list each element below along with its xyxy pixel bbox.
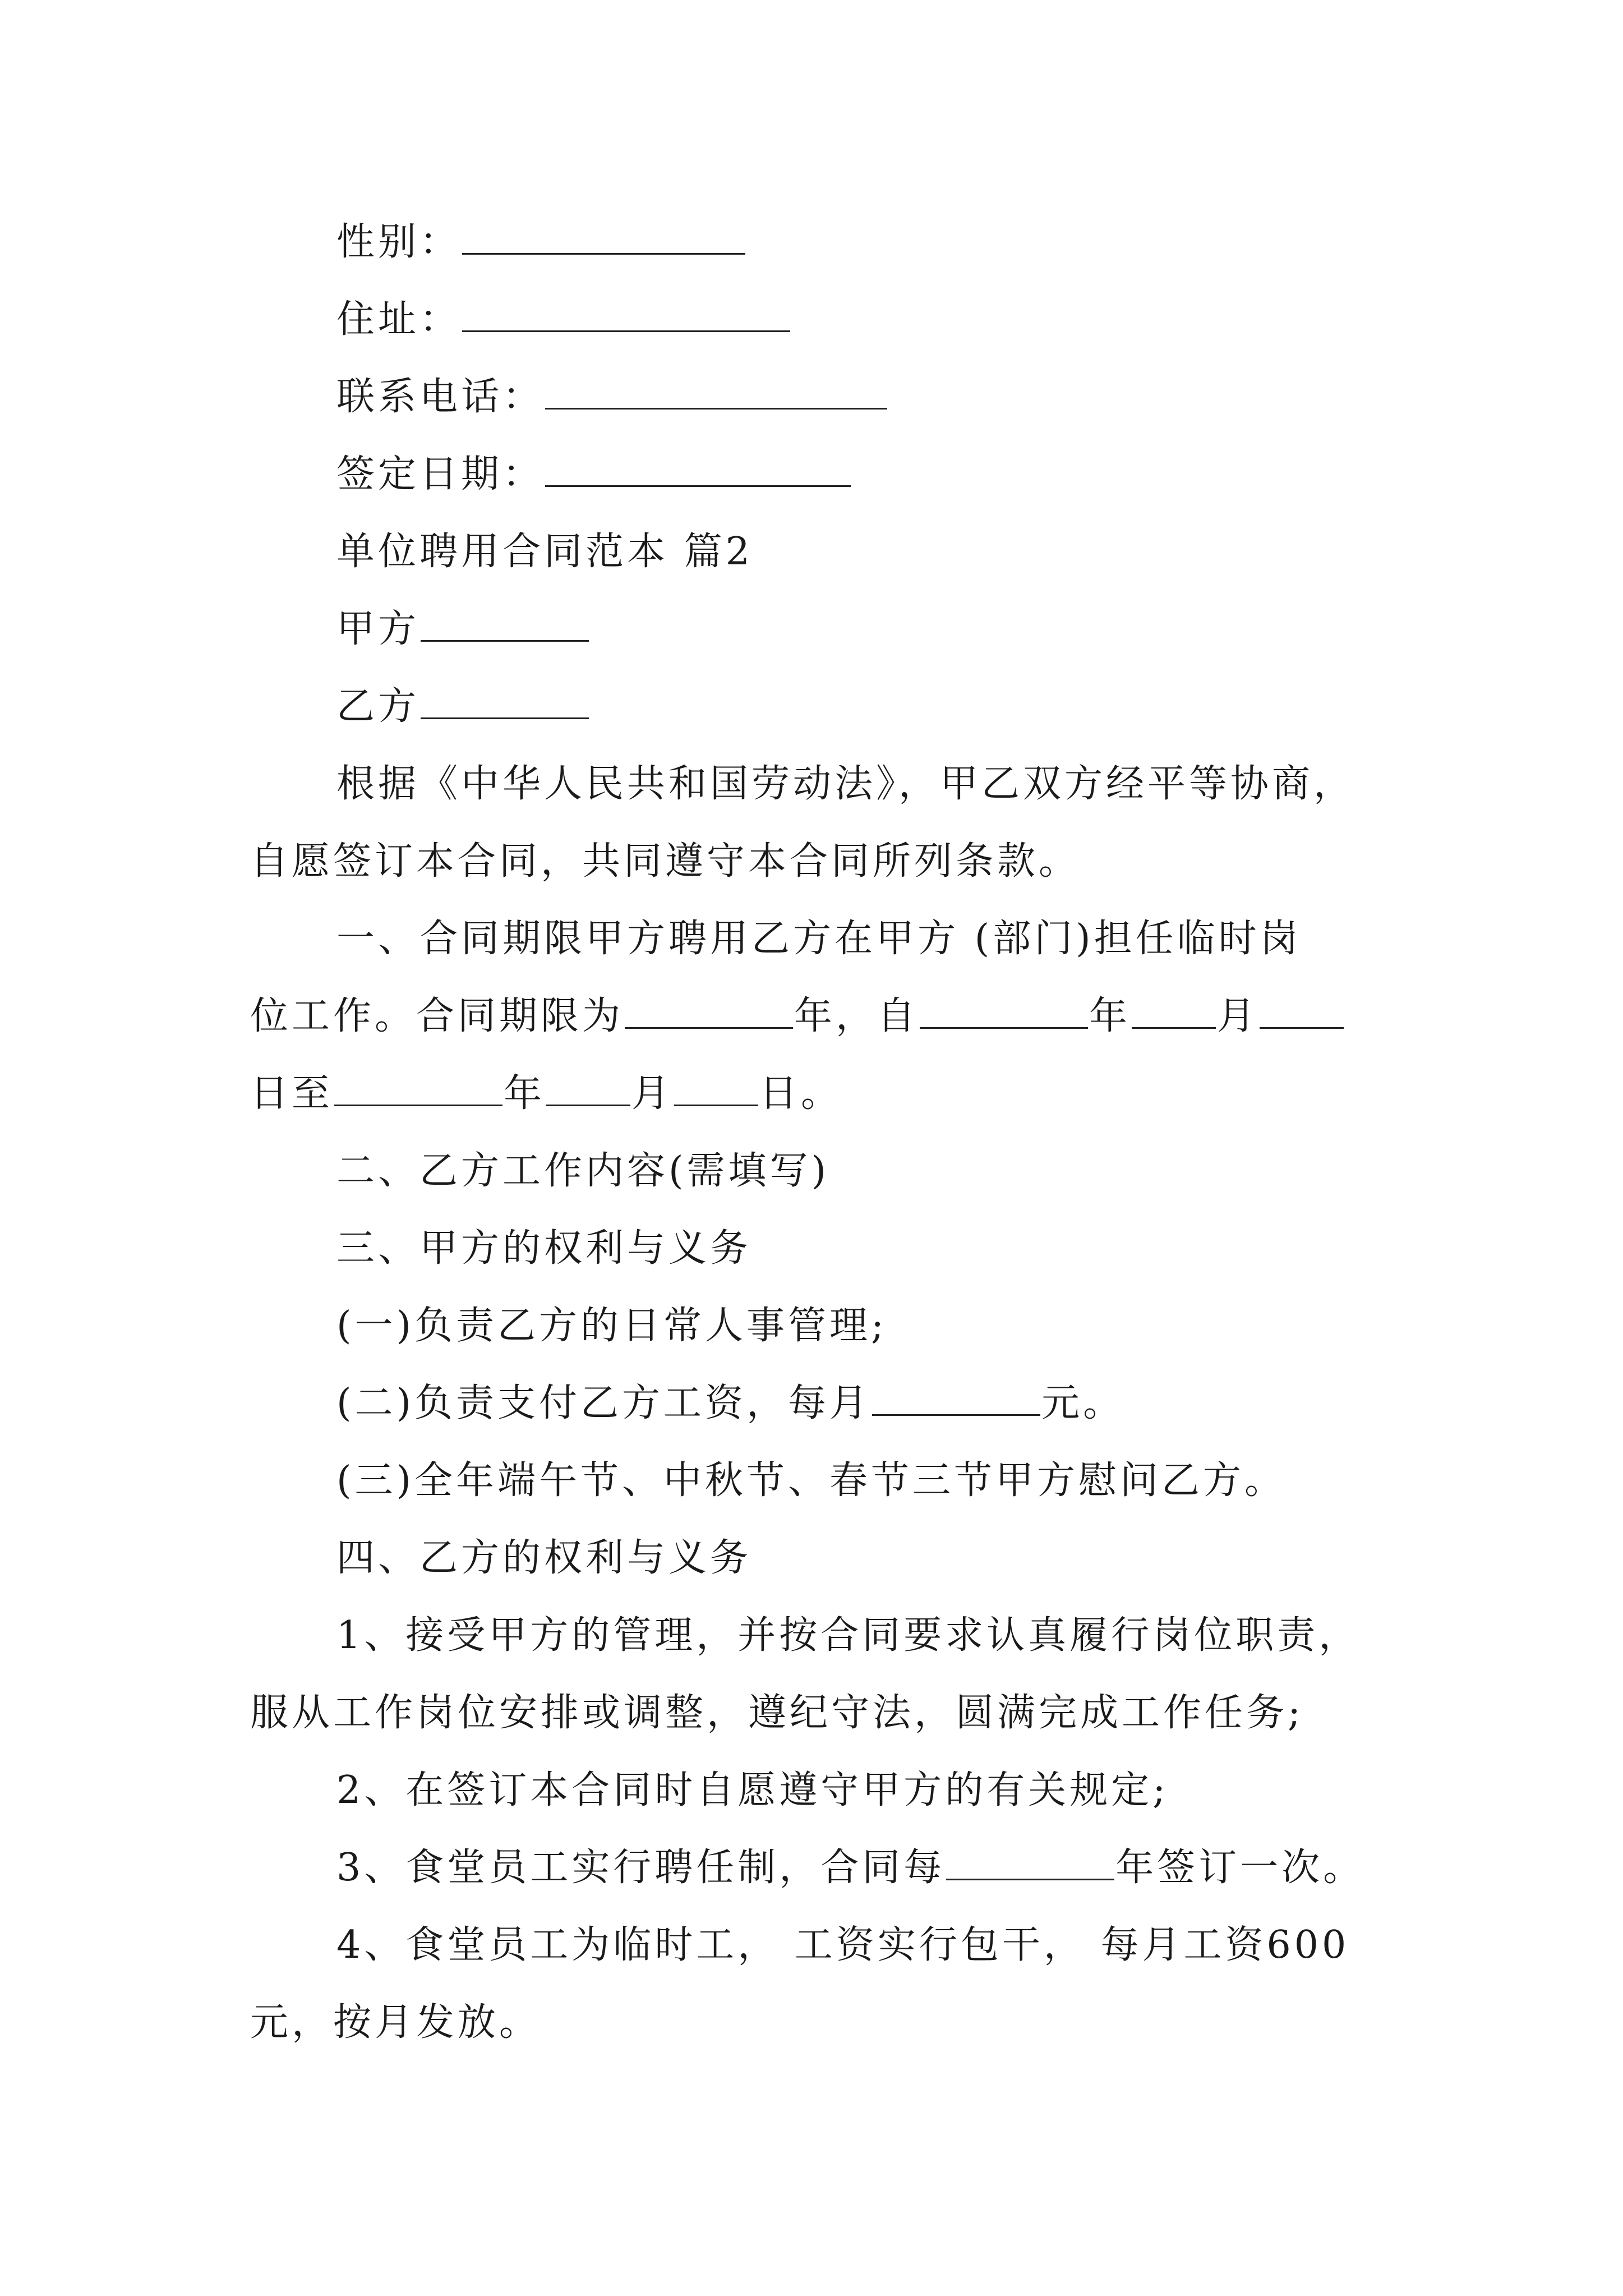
- start-year-blank: [920, 1027, 1088, 1029]
- end-day-label: 日。: [759, 1071, 843, 1116]
- item-3-label: 3、食堂员工实行聘任制，合同每: [336, 1846, 946, 1890]
- item-2: 2、在签订本合同时自愿遵守甲方的有关规定;: [336, 1768, 1169, 1812]
- term-duration-label: 位工作。合同期限为: [250, 994, 624, 1038]
- start-day-blank: [1260, 1027, 1344, 1029]
- address-blank: [462, 330, 790, 332]
- party-b-blank: [421, 717, 589, 719]
- clause-3-3: (三)全年端午节、中秋节、春节三节甲方慰问乙方。: [336, 1458, 1287, 1503]
- term-from-label: 年，自: [794, 994, 919, 1038]
- item-3-suffix: 年签订一次。: [1115, 1846, 1365, 1890]
- item-4-line-2: 元，按月发放。: [250, 2000, 541, 2045]
- end-month-label: 月: [631, 1071, 674, 1116]
- sign-date-line: [336, 452, 852, 496]
- sign-date-blank: [545, 485, 851, 487]
- start-month-label: 月: [1217, 994, 1259, 1038]
- address-label: 住址：: [336, 297, 462, 342]
- salary-unit: 元。: [1041, 1381, 1125, 1425]
- end-year-blank: [334, 1104, 502, 1106]
- item-1-line-2: 服从工作岗位安排或调整，遵纪守法，圆满完成工作任务;: [250, 1691, 1304, 1735]
- clause-4: 四、乙方的权利与义务: [336, 1536, 752, 1580]
- phone-label: 联系电话：: [336, 375, 545, 419]
- contract-years-blank: [946, 1878, 1114, 1880]
- end-day-to-label: 日至: [250, 1071, 334, 1116]
- party-b-label: 乙方: [336, 684, 420, 729]
- phone-blank: [545, 407, 887, 409]
- party-a-blank: [421, 639, 589, 642]
- clause-3-2: [336, 1381, 1125, 1425]
- salary-label: (二)负责支付乙方工资，每月: [336, 1381, 872, 1425]
- clause-3: 三、甲方的权利与义务: [336, 1226, 752, 1271]
- item-1-line-1: 1、接受甲方的管理，并按合同要求认真履行岗位职责，: [336, 1613, 1361, 1658]
- party-a-label: 甲方: [336, 607, 420, 651]
- gender-blank: [462, 252, 745, 255]
- intro-line-1: 根据《中华人民共和国劳动法》，甲乙双方经平等协商，: [336, 762, 1355, 806]
- address-line: [336, 297, 791, 342]
- gender-label: 性别：: [336, 220, 462, 264]
- start-year-label: 年: [1089, 994, 1131, 1038]
- sign-date-label: 签定日期：: [336, 452, 545, 496]
- party-a-line: [336, 607, 590, 651]
- clause-3-1: (一)负责乙方的日常人事管理;: [336, 1304, 887, 1348]
- phone-line: [336, 375, 888, 419]
- item-4-line-1: 4、食堂员工为临时工， 工资实行包干， 每月工资600: [336, 1923, 1350, 1967]
- salary-blank: [872, 1414, 1040, 1416]
- clause-2: 二、乙方工作内容(需填写): [336, 1149, 830, 1193]
- end-day-blank: [674, 1104, 758, 1106]
- item-3: [336, 1846, 1365, 1890]
- end-month-blank: [546, 1104, 630, 1106]
- intro-line-2: 自愿签订本合同，共同遵守本合同所列条款。: [250, 839, 1081, 884]
- section-title: 单位聘用合同范本 篇2: [336, 530, 753, 574]
- term-line-3: [250, 1071, 843, 1116]
- term-line-2: [250, 994, 1345, 1038]
- gender-line: [336, 220, 746, 264]
- term-years-blank: [625, 1027, 793, 1029]
- term-line-1: 一、合同期限甲方聘用乙方在甲方 (部门)担任临时岗: [336, 917, 1302, 961]
- party-b-line: [336, 684, 590, 729]
- start-month-blank: [1132, 1027, 1216, 1029]
- end-year-label: 年: [504, 1071, 546, 1116]
